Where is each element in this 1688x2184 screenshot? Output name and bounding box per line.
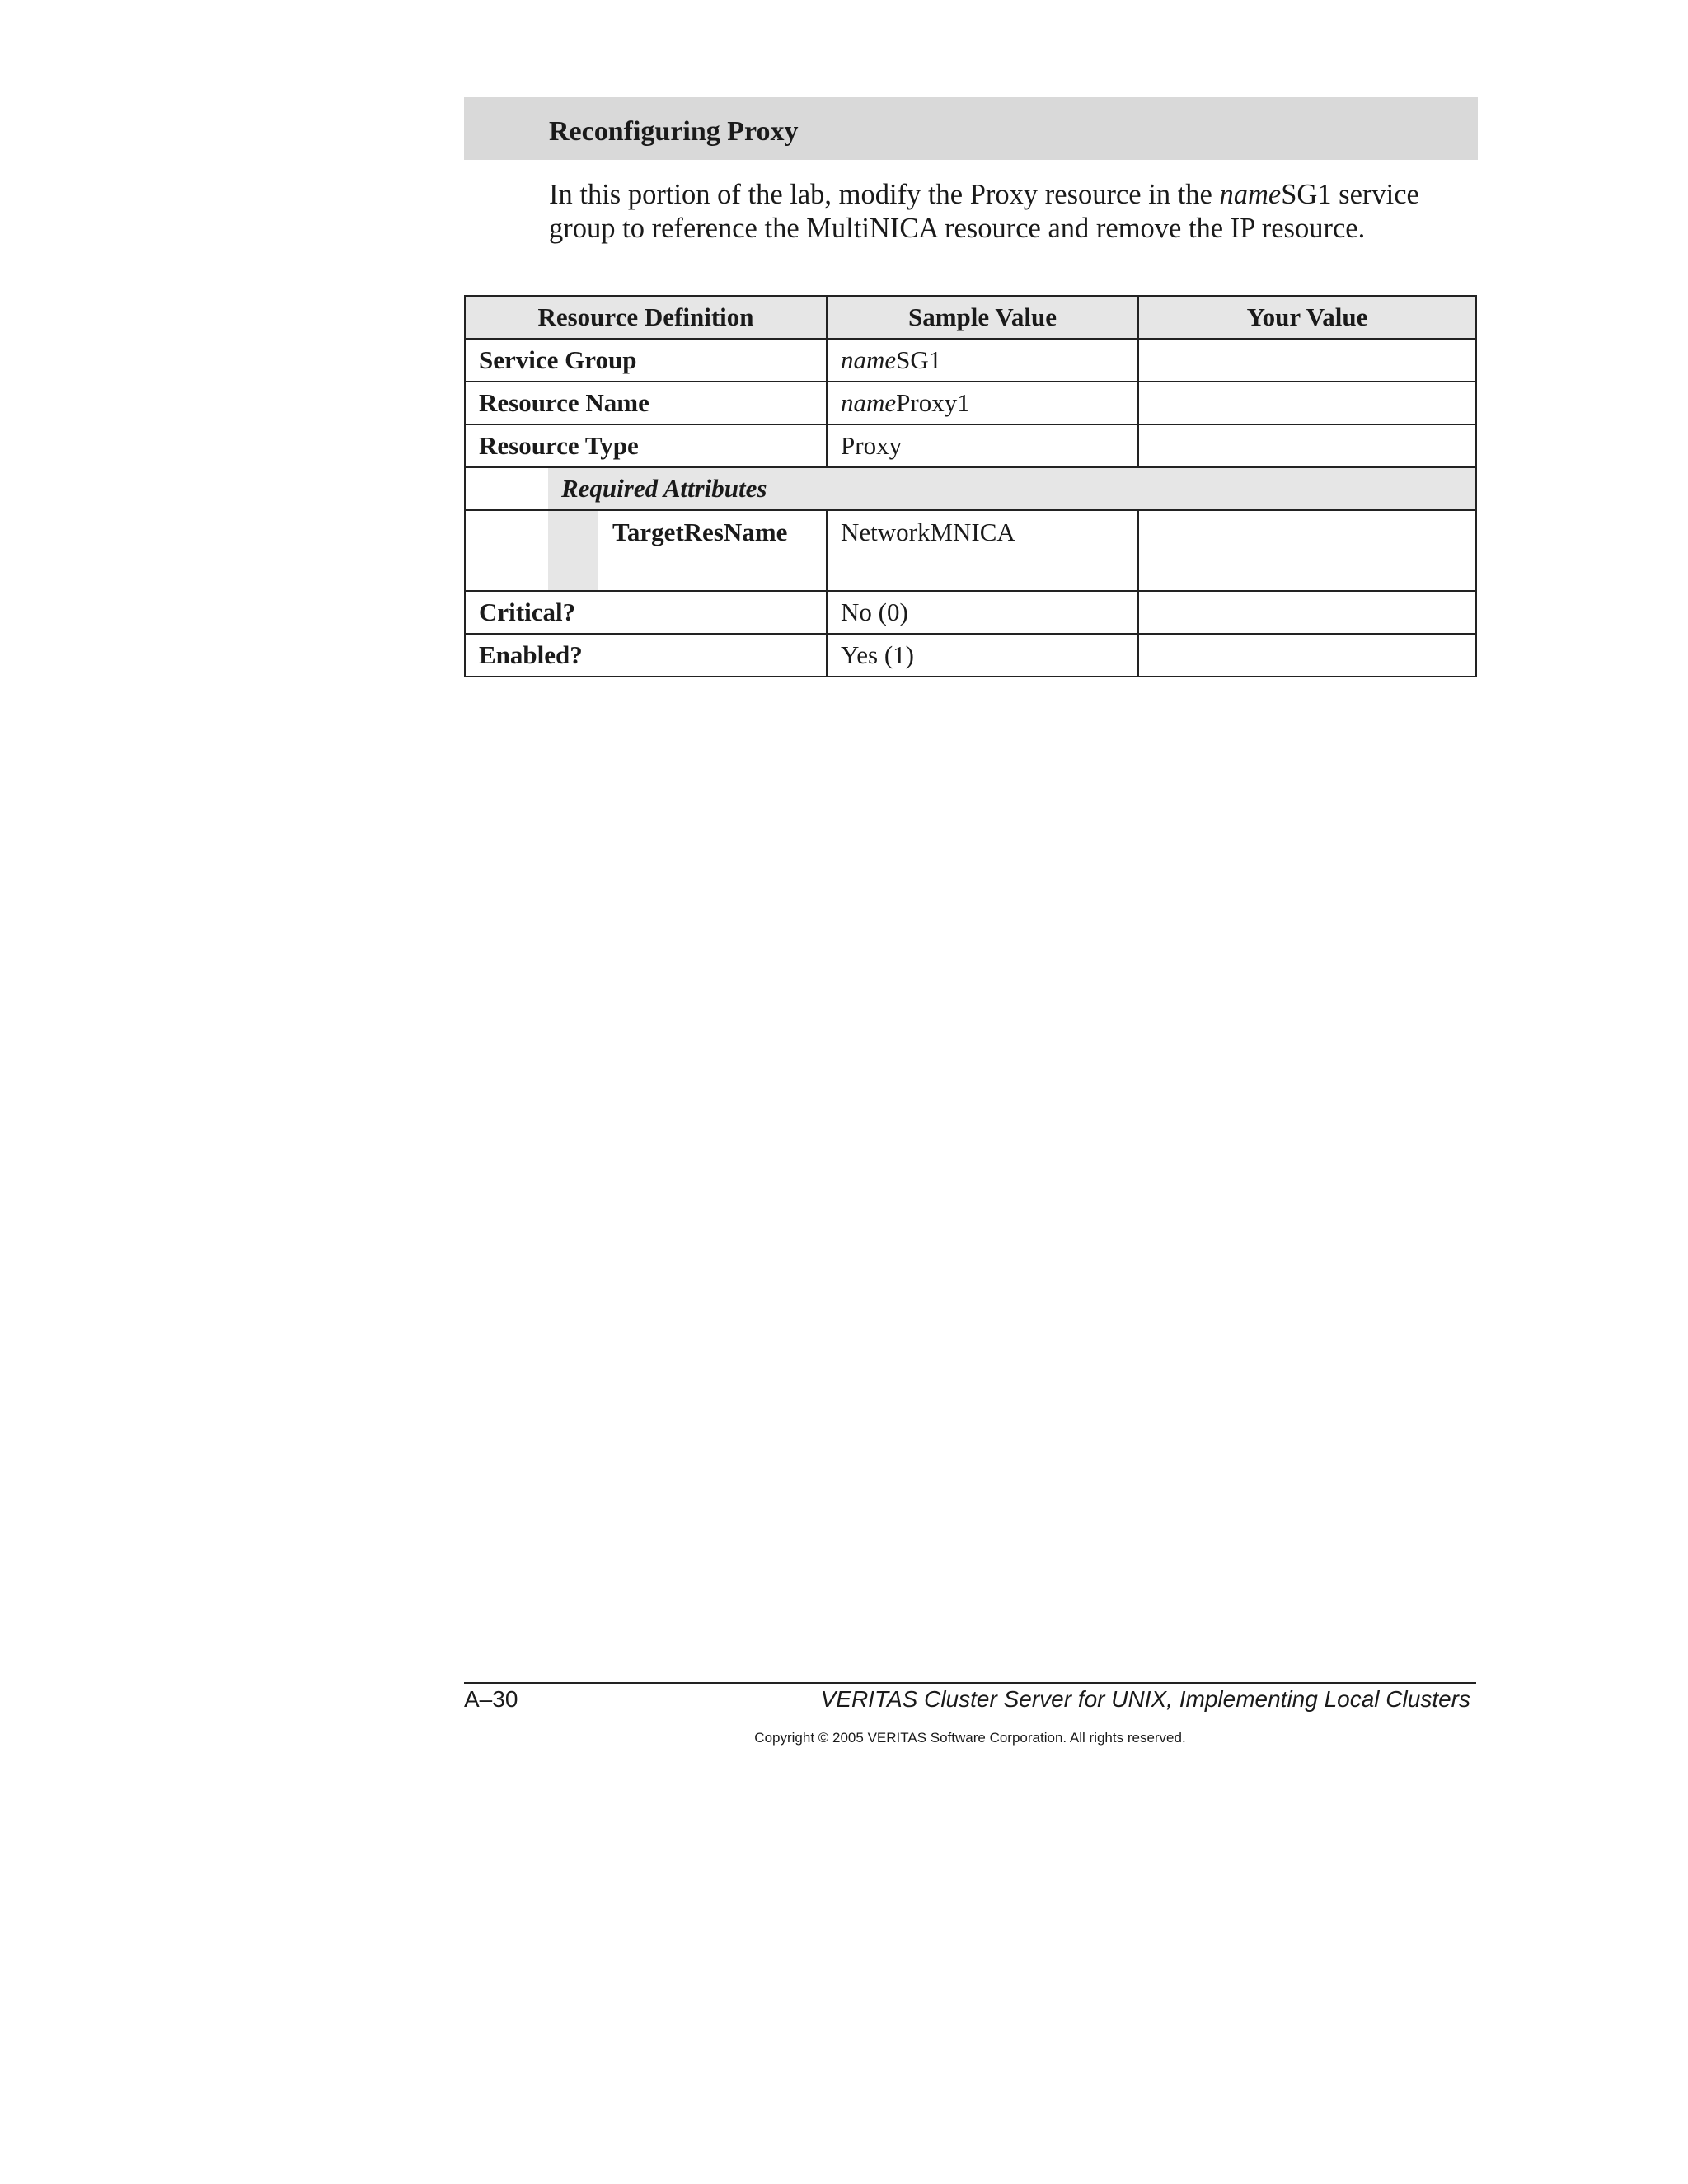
sample-value-enabled: Yes (1)	[827, 634, 1138, 677]
resource-definition-table	[464, 295, 1477, 677]
header-sample-value: Sample Value	[827, 296, 1138, 339]
attributes-header-cell	[465, 467, 1476, 510]
intro-text-2: SG1 service group to reference the MultiNICA resource and remove the IP resource.	[549, 179, 1419, 244]
table-header-row	[465, 296, 1476, 339]
copyright-notice: Copyright © 2005 VERITAS Software Corporation. All rights reserved.	[754, 1730, 1186, 1746]
page-number: A–30	[464, 1686, 518, 1712]
sample-value-resource-name	[827, 382, 1138, 424]
your-value-enabled[interactable]	[1138, 634, 1476, 677]
intro-text-1: In this portion of the lab, modify the Proxy resource in the	[549, 179, 1220, 210]
header-resource-definition: Resource Definition	[465, 296, 827, 339]
row-label-critical: Critical?	[465, 591, 827, 634]
intro-paragraph	[549, 178, 1480, 246]
section-title: Reconfiguring Proxy	[549, 116, 799, 147]
sample-value-service-group	[827, 339, 1138, 382]
row-label-enabled: Enabled?	[465, 634, 827, 677]
required-attributes-label: Required Attributes	[548, 468, 1475, 509]
attributes-header-row	[465, 467, 1476, 510]
table-row	[465, 591, 1476, 634]
book-title: VERITAS Cluster Server for UNIX, Implementing Local Clusters	[820, 1686, 1470, 1712]
your-value-resource-type[interactable]	[1138, 424, 1476, 467]
row-label-resource-name: Resource Name	[465, 382, 827, 424]
sample-value-resource-type: Proxy	[827, 424, 1138, 467]
footer-divider	[464, 1682, 1476, 1684]
row-label-resource-type: Resource Type	[465, 424, 827, 467]
your-value-critical[interactable]	[1138, 591, 1476, 634]
attribute-name-targetresname: TargetResName	[598, 509, 826, 590]
table-row	[465, 339, 1476, 382]
intro-text-italic: name	[1219, 179, 1282, 210]
section-header-bar	[464, 97, 1478, 160]
sample-value-targetresname: NetworkMNICA	[827, 510, 1138, 591]
your-value-service-group[interactable]	[1138, 339, 1476, 382]
table-row	[465, 382, 1476, 424]
your-value-resource-name[interactable]	[1138, 382, 1476, 424]
row-label-service-group: Service Group	[465, 339, 827, 382]
your-value-targetresname[interactable]	[1138, 510, 1476, 591]
table-row	[465, 634, 1476, 677]
sample-value-suffix: Proxy1	[896, 388, 970, 417]
sample-value-prefix: name	[841, 345, 897, 374]
sample-value-critical: No (0)	[827, 591, 1138, 634]
sample-value-prefix: name	[841, 388, 897, 417]
header-your-value: Your Value	[1138, 296, 1476, 339]
table-row	[465, 424, 1476, 467]
sample-value-suffix: SG1	[896, 345, 942, 374]
attribute-name-cell	[465, 510, 827, 591]
attribute-row	[465, 510, 1476, 591]
